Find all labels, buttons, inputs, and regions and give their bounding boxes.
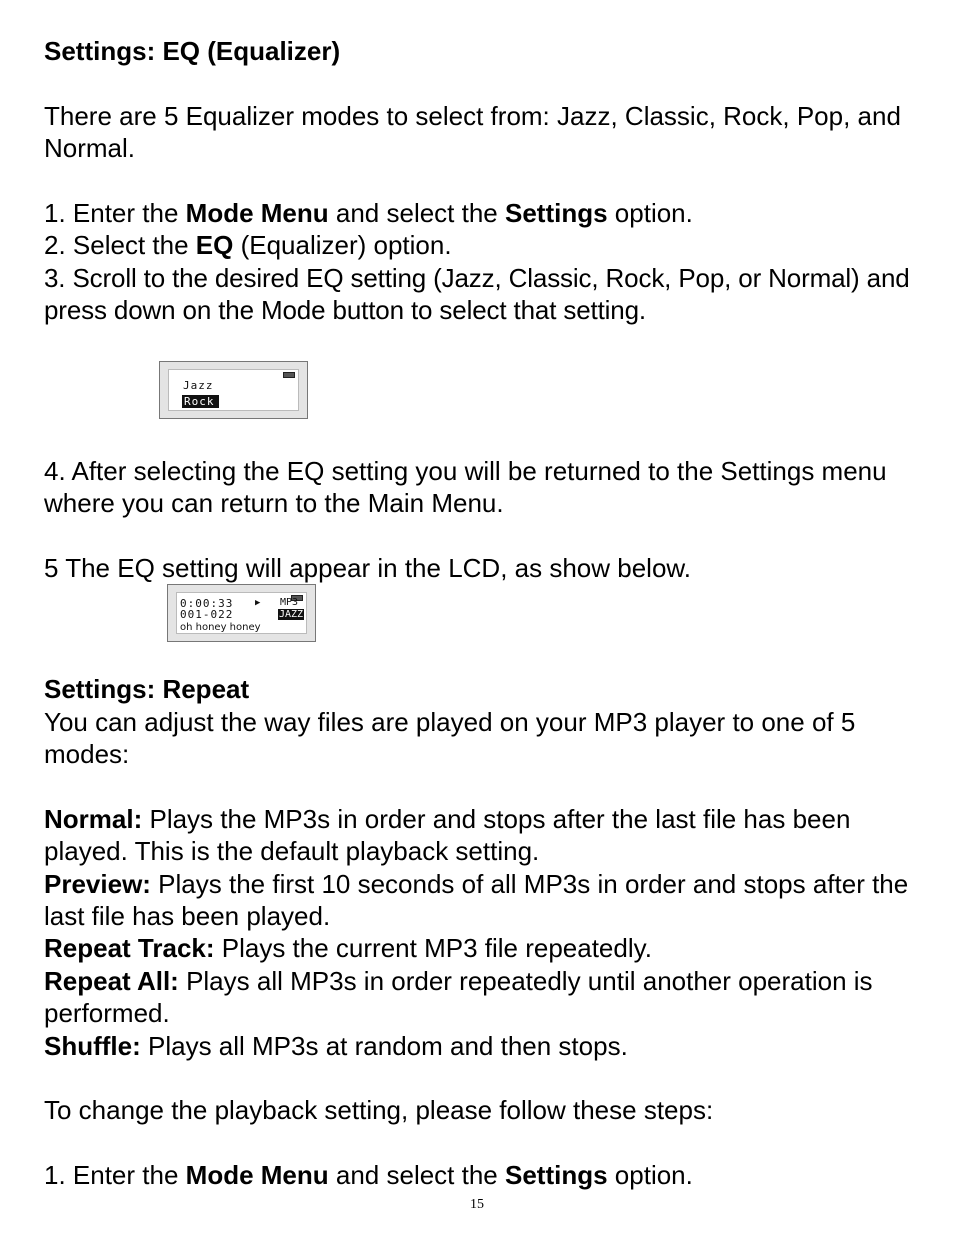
eq-step-4: 4. After selecting the EQ setting you will be returned to the Settings menu where you can return to the Main Menu. [44, 455, 887, 519]
mode-preview: Preview: Plays the first 10 seconds of all MP3s in order and stops after the last file has been played. [44, 868, 909, 932]
repeat-step-1: 1. Enter the Mode Menu and select the Settings option. [44, 1160, 693, 1191]
repeat-intro: You can adjust the way files are played on your MP3 player to one of 5 modes: [44, 706, 856, 770]
lcd-playback-image [167, 584, 316, 642]
battery-icon [283, 372, 295, 378]
lcd-eq-menu-image [159, 361, 308, 419]
eq-heading: Settings: EQ (Equalizer) [44, 36, 341, 66]
mode-repeat-track: Repeat Track: Plays the current MP3 file repeatedly. [44, 933, 652, 964]
lcd-format: MP3 [280, 597, 299, 609]
eq-step-3: 3. Scroll to the desired EQ setting (Jazz, Classic, Rock, Pop, or Normal) and press down on the Mode button to select that setting. [44, 262, 910, 326]
lcd-track: 001-022 [180, 608, 234, 622]
lcd-time: 0:00:33 [180, 597, 234, 611]
eq-step-1: 1. Enter the Mode Menu and select the Settings option. [44, 198, 693, 228]
lcd-eq-mode: JAZZ [279, 609, 304, 621]
document-page [44, 35, 934, 1192]
lcd-menu-item-rock-selected: Rock [182, 395, 219, 408]
mode-shuffle: Shuffle: Plays all MP3s at random and then stops. [44, 1030, 628, 1061]
eq-intro: There are 5 Equalizer modes to select from: Jazz, Classic, Rock, Pop, and Normal. [44, 100, 901, 164]
lcd-menu-item-jazz: Jazz [183, 378, 214, 392]
eq-step-2: 2. Select the EQ (Equalizer) option. [44, 230, 452, 261]
page-number: 15 [470, 1197, 484, 1212]
mode-normal: Normal: Plays the MP3s in order and stops after the last file has been played. This is the default playback setting. [44, 803, 851, 867]
play-icon: ▶ [255, 598, 261, 609]
eq-step-5: 5 The EQ setting will appear in the LCD, as show below. [44, 552, 691, 583]
lcd-song-title: oh honey honey [180, 622, 261, 634]
repeat-change-intro: To change the playback setting, please follow these steps: [44, 1095, 714, 1126]
mode-repeat-all: Repeat All: Plays all MP3s in order repeatedly until another operation is performed. [44, 965, 873, 1029]
repeat-heading: Settings: Repeat [44, 674, 250, 705]
